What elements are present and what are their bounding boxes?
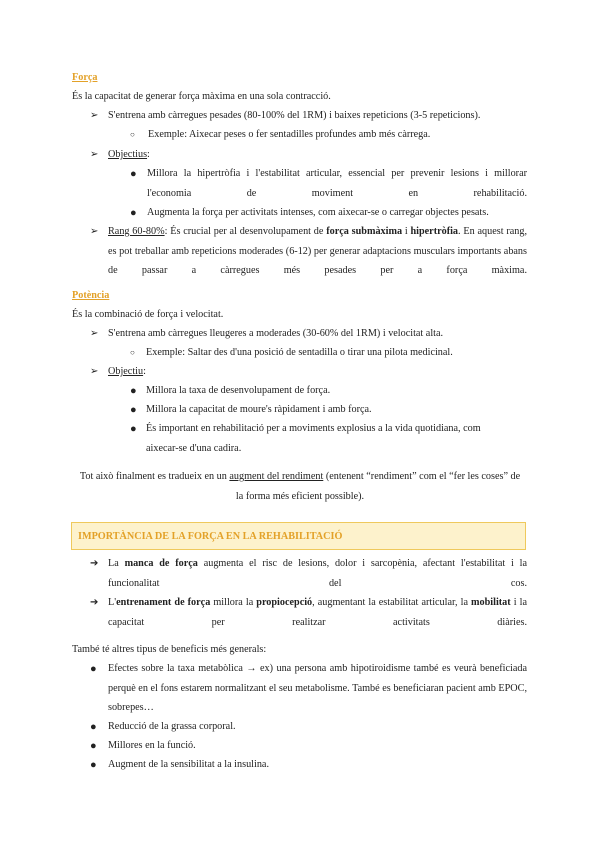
forca-definition: És la capacitat de generar força màxima en una sola contracció. — [72, 91, 331, 102]
forca-objective-2: Augmenta la força per activitats intenses, com aixecar-se o carregar objectes pesats. — [147, 207, 489, 218]
dot-bullet-icon: ● — [90, 663, 97, 675]
dot-bullet-icon: ● — [90, 721, 97, 733]
circle-bullet-icon: ○ — [130, 348, 135, 357]
forca-training: S'entrena amb càrregues pesades (80-100% del 1RM) i baixes repeticions (3-5 repeticions). — [108, 110, 481, 121]
heading-forca: Força — [72, 72, 98, 83]
arrowhead-bullet-icon: ➢ — [90, 149, 99, 160]
arrowhead-bullet-icon: ➢ — [90, 226, 99, 237]
potencia-objective-3: És important en rehabilitació per a moviments explosius a la vida quotidiana, com aixecar-se d'una cadira. — [146, 423, 481, 454]
potencia-definition: És la combinació de força i velocitat. — [72, 309, 224, 320]
dot-bullet-icon: ● — [130, 404, 137, 416]
section-title-box — [71, 522, 526, 550]
forca-example: Exemple: Aixecar peses o fer sentadilles profundes amb més càrrega. — [148, 129, 431, 140]
arrowhead-bullet-icon: ➢ — [90, 110, 99, 121]
potencia-objective-2: Millora la capacitat de moure's ràpidament i amb força. — [146, 404, 372, 415]
importance-paragraph-2: L'entrenament de força millora la propiocepció, augmentant la estabilitat articular, la mobilitat i la capacitat per realitzar activitats diàries. — [108, 597, 528, 628]
benefit-1: Efectes sobre la taxa metabòlica → ex) una persona amb hipotiroidisme també es veurà beneficiada perquè en el fons estarem normalitzant el seu metabolisme. També es beneficiaran pacient amb EPOC, sobrepes… — [108, 663, 527, 713]
dot-bullet-icon: ● — [130, 207, 137, 219]
heading-potencia: Potència — [72, 290, 110, 301]
importance-paragraph-1: La manca de força augmenta el risc de lesions, dolor i sarcopènia, afectant l'estabilitat i la funcionalitat del cos. — [108, 558, 528, 589]
potencia-objective-1: Millora la taxa de desenvolupament de força. — [146, 385, 331, 396]
dot-bullet-icon: ● — [90, 759, 97, 771]
section-title-importance: IMPORTÀNCIA DE LA FORÇA EN LA REHABILITACIÓ — [78, 531, 343, 542]
dot-bullet-icon: ● — [90, 740, 97, 752]
potencia-training: S'entrena amb càrregues lleugeres a moderades (30-60% del 1RM) i velocitat alta. — [108, 328, 444, 339]
arrowhead-bullet-icon: ➢ — [90, 366, 99, 377]
arrowhead-bullet-icon: ➢ — [90, 328, 99, 339]
forca-objective-1: Millora la hipertròfia i l'estabilitat articular, essencial per prevenir lesions i millorar l'economia de moviment en rehabilitació. — [147, 168, 527, 199]
benefit-3: Millores en la funció. — [108, 740, 196, 751]
summary-paragraph: Tot això finalment es tradueix en un augment del rendiment (entenent “rendiment” com el “fer les coses” de la forma més eficient possible). — [79, 471, 521, 502]
benefit-2: Reducció de la grassa corporal. — [108, 721, 236, 732]
benefits-intro: També té altres tipus de beneficis més generals: — [72, 644, 267, 655]
arrow-right-bullet-icon: ➔ — [90, 597, 99, 608]
dot-bullet-icon: ● — [130, 423, 137, 435]
potencia-example: Exemple: Saltar des d'una posició de sentadilla o tirar una pilota medicinal. — [146, 347, 453, 358]
forca-range-paragraph: Rang 60-80%: És crucial per al desenvolupament de força submàxima i hipertròfia. En aquest rang, es pot treballar amb repeticions moderades (6-12) per generar adaptacions musculars importants abans de passar a càrregues més pesades per a força màxima. — [108, 226, 527, 276]
circle-bullet-icon: ○ — [130, 130, 135, 139]
dot-bullet-icon: ● — [130, 168, 137, 180]
potencia-objective-label: Objectiu: — [108, 366, 146, 377]
forca-objectives-label: Objectius: — [108, 149, 150, 160]
arrow-right-bullet-icon: ➔ — [90, 558, 99, 569]
benefit-4: Augment de la sensibilitat a la insulina. — [108, 759, 269, 770]
dot-bullet-icon: ● — [130, 385, 137, 397]
